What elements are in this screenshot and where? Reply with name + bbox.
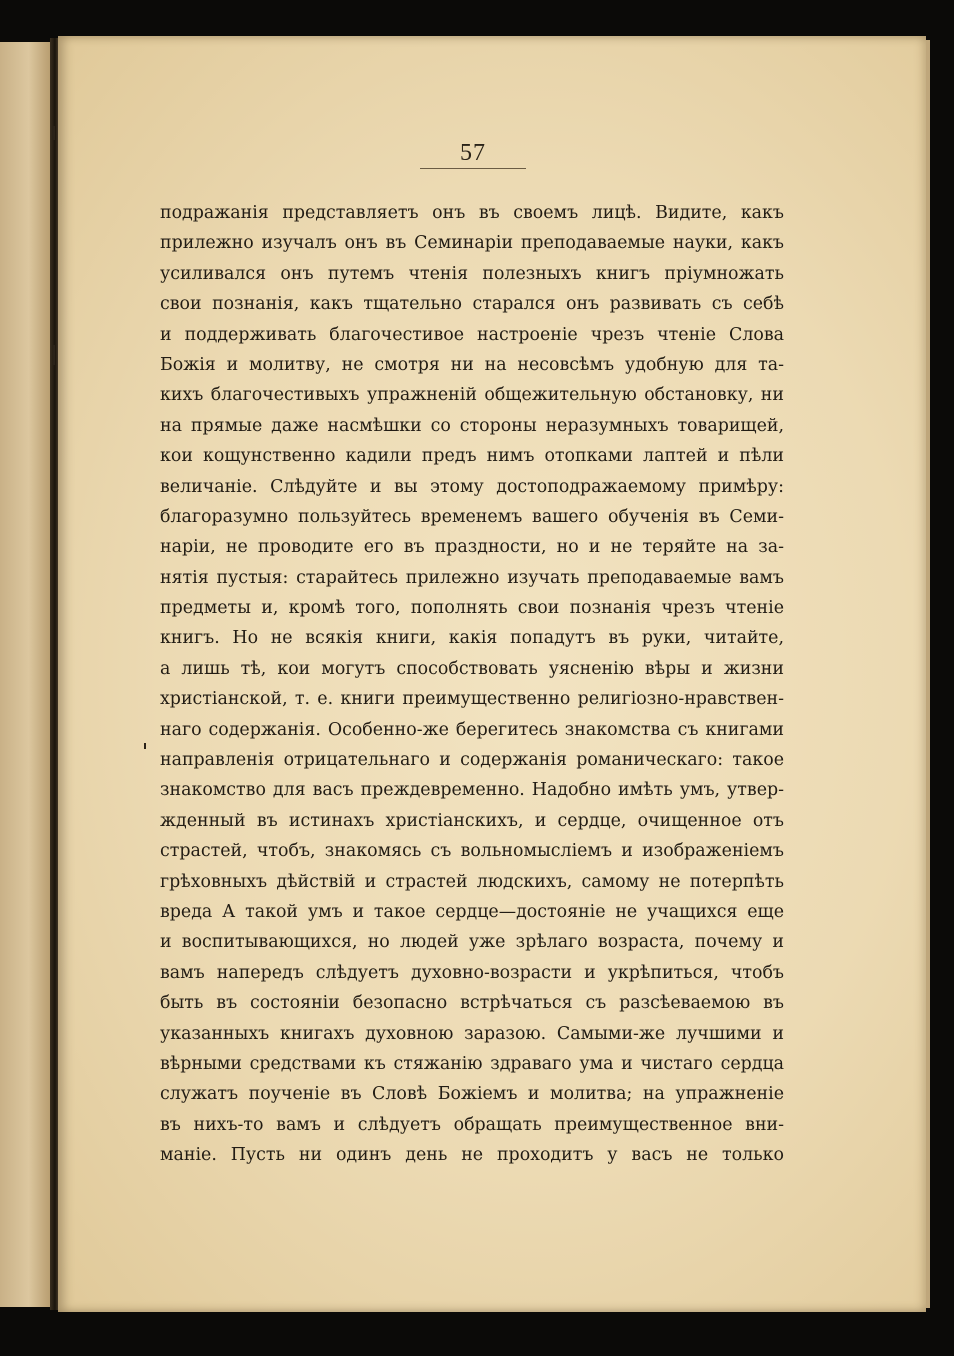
margin-mark	[144, 743, 146, 749]
text-line: христіанской, т. е. книги преимущественно религіозно-нравствен-	[160, 689, 784, 710]
text-line: направленія отрицательнаго и содержанія романическаго: такое	[160, 750, 784, 771]
text-line: предметы и, кромѣ того, пополнять свои познанія чрезъ чтеніе	[160, 598, 784, 619]
text-line: кои кощунственно кадили предъ нимъ отопками лаптей и пѣли	[160, 446, 784, 467]
text-line: вреда А такой умъ и такое сердце—достояніе не учащихся еще	[160, 901, 784, 922]
text-line: наріи, не проводите его въ праздности, но и не теряйте на за-	[160, 537, 784, 558]
text-line: благоразумно пользуйтесь временемъ вашего обученія въ Семи-	[160, 506, 784, 527]
text-line: нятія пустыя: старайтесь прилежно изучать преподаваемые вамъ	[160, 567, 784, 588]
left-page-edge	[0, 42, 52, 1307]
text-line: и поддерживать благочестивое настроеніе чрезъ чтеніе Слова	[160, 324, 784, 345]
text-line: Божія и молитву, не смотря ни на несовсѣмъ удобную для та-	[160, 354, 784, 375]
body-text	[160, 198, 784, 1171]
text-line: а лишь тѣ, кои могутъ способствовать уясненію вѣры и жизни	[160, 658, 784, 679]
text-line: вамъ напередъ слѣдуетъ духовно-возрасти и укрѣпиться, чтобъ	[160, 962, 784, 983]
text-line: наго содержанія. Особенно-же берегитесь знакомства съ книгами	[160, 719, 784, 740]
text-line: грѣховныхъ дѣйствій и страстей людскихъ, самому не потерпѣть	[160, 871, 784, 892]
text-line: знакомство для васъ преждевременно. Надобно имѣть умъ, утвер-	[160, 780, 784, 801]
text-line: жденный въ истинахъ христіанскихъ, и сердце, очищенное отъ	[160, 810, 784, 831]
text-line: въ нихъ-то вамъ и слѣдуетъ обращать преимущественное вни-	[160, 1114, 784, 1135]
text-line: свои познанія, какъ тщательно старался онъ развивать съ себѣ	[160, 294, 784, 315]
text-line: книгъ. Но не всякія книги, какія попадутъ въ руки, читайте,	[160, 628, 784, 649]
page-number: 57	[460, 140, 486, 166]
text-line: на прямые даже насмѣшки со стороны неразумныхъ товарищей,	[160, 415, 784, 436]
text-line: быть въ состояніи безопасно встрѣчаться съ разсѣеваемою въ	[160, 993, 784, 1014]
margin-mark	[53, 345, 55, 365]
text-line: подражанія представляетъ онъ въ своемъ лицѣ. Видите, какъ	[160, 203, 784, 223]
page-number-rule	[420, 168, 526, 169]
margin-mark	[52, 126, 55, 140]
text-line: указанныхъ книгахъ духовною заразою. Самыми-же лучшими и	[160, 1023, 784, 1044]
text-line: маніе. Пусть ни одинъ день не проходитъ у васъ не только	[160, 1145, 784, 1166]
text-line: служатъ поученіе въ Словѣ Божіемъ и молитва; на упражненіе	[160, 1084, 784, 1105]
text-line: усиливался онъ путемъ чтенія полезныхъ книгъ пріумножать	[160, 263, 784, 284]
text-line: страстей, чтобъ, знакомясь съ вольномысліемъ и изображеніемъ	[160, 841, 784, 862]
text-line: прилежно изучалъ онъ въ Семинаріи преподаваемые науки, какъ	[160, 233, 784, 254]
text-line: кихъ благочестивыхъ упражненій общежительную обстановку, ни	[160, 385, 784, 406]
text-line: величаніе. Слѣдуйте и вы этому достоподражаемому примѣру:	[160, 476, 784, 497]
right-page-edge	[926, 40, 930, 1308]
text-line: вѣрными средствами къ стяжанію здраваго ума и чистаго сердца	[160, 1053, 784, 1074]
text-line: и воспитывающихся, но людей уже зрѣлаго возраста, почему и	[160, 932, 784, 953]
